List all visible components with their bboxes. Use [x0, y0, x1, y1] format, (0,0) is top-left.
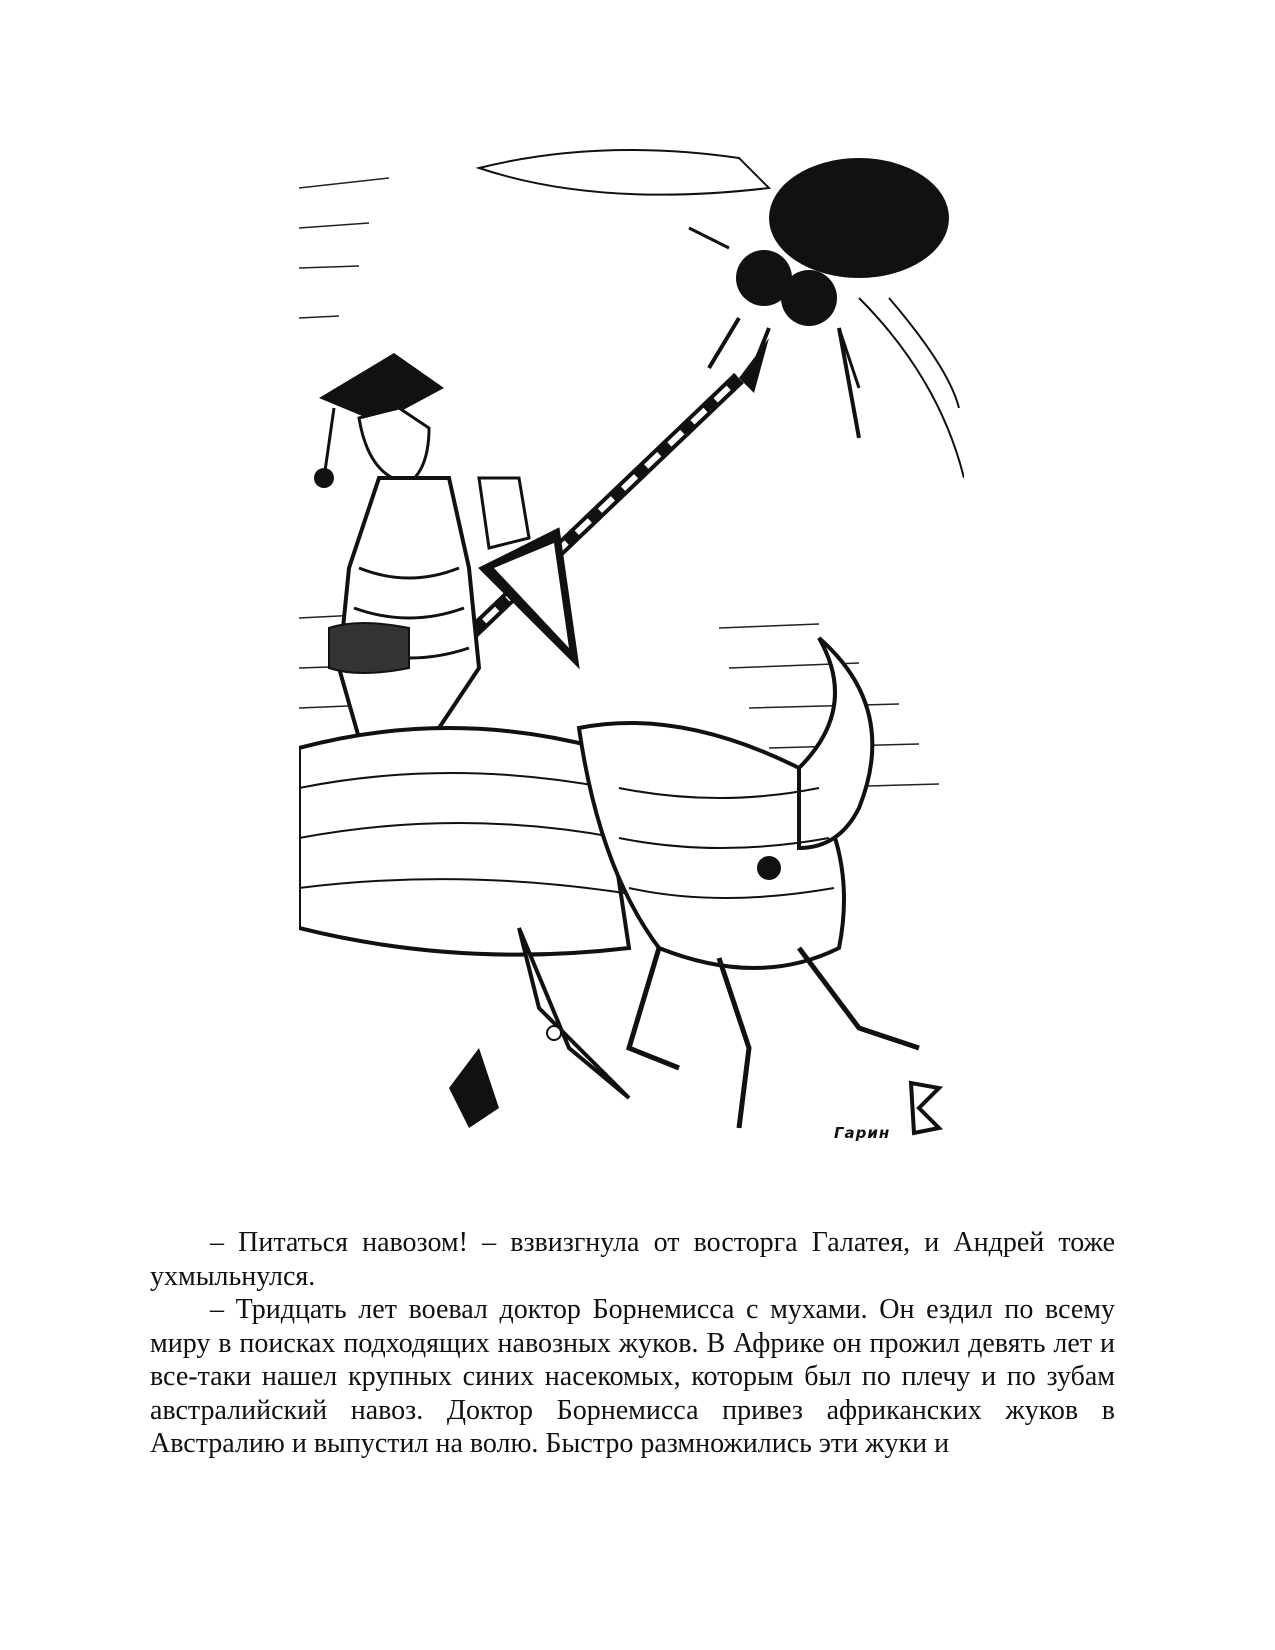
paragraph: – Тридцать лет воевал доктор Борнемисса с мухами. Он ездил по всему миру в поисках подходящих навозных жуков. В Африке он прожил девять лет и все-таки нашел крупных синих насекомых, которым был по плечу и по зубам австралийский навоз. Доктор Борнемисса привез африканских жуков в Австралию и выпустил на волю. Быстро размножились эти жуки и: [150, 1294, 1115, 1459]
illustration: [299, 148, 964, 1150]
knight-icon: [314, 353, 529, 738]
illustration-signature: Гарин: [834, 1124, 891, 1142]
body-text: [150, 1226, 1115, 1461]
paragraph: – Питаться навозом! – взвизгнула от восторга Галатея, и Андрей тоже ухмыльнулся.: [150, 1227, 1115, 1292]
knight-riding-beetle-attacking-fly-icon: [299, 148, 964, 1150]
fly-icon: [479, 150, 964, 478]
artist-monogram-icon: [911, 1083, 939, 1133]
